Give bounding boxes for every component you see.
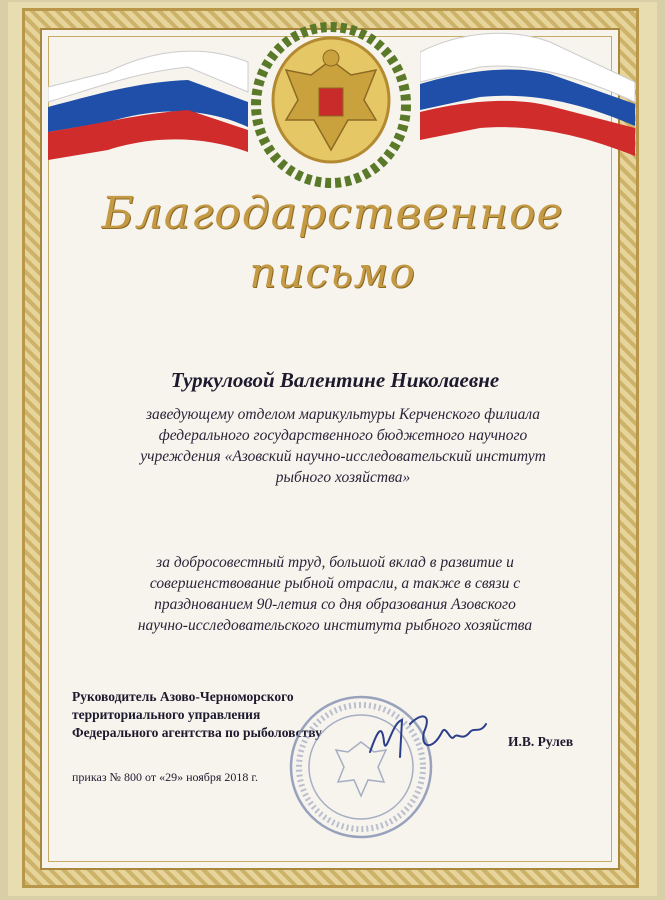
signatory-title-line: Руководитель Азово-Черноморского <box>72 689 294 704</box>
position-line: федерального государственного бюджетного научного <box>158 427 528 444</box>
position-line: рыбного хозяйства» <box>275 469 411 486</box>
position-line: учреждения «Азовский научно-исследовательский институт <box>140 448 546 465</box>
reason-line: научно-исследовательского института рыбного хозяйства <box>137 617 533 634</box>
russian-flag-right-ribbon <box>420 22 635 162</box>
coat-of-arms-emblem <box>236 20 426 190</box>
reason-line: празднованием 90-летия со дня образования Азовского <box>154 596 516 613</box>
reason-line: совершенствование рыбной отрасли, а также в связи с <box>149 575 521 592</box>
recipient-name: Туркуловой Валентине Николаевне <box>170 368 500 392</box>
russian-flag-left-ribbon <box>48 32 268 162</box>
certificate-subtitle: письмо <box>249 248 416 297</box>
signatory-name: И.В. Рулев <box>508 734 574 749</box>
handwritten-signature <box>362 702 492 772</box>
position-line: заведующему отделом марикультуры Керченского филиала <box>145 406 541 423</box>
order-reference: приказ № 800 от «29» ноября 2018 г. <box>72 770 258 784</box>
signatory-title-line: территориального управления <box>72 707 261 722</box>
signatory-title-line: Федерального агентства по рыболовству <box>72 725 322 740</box>
recipient-position <box>108 404 578 488</box>
reason-line: за добросовестный труд, большой вклад в развитие и <box>156 554 514 571</box>
certificate-title: Благодарственное <box>101 188 564 239</box>
gratitude-reason <box>100 552 570 636</box>
